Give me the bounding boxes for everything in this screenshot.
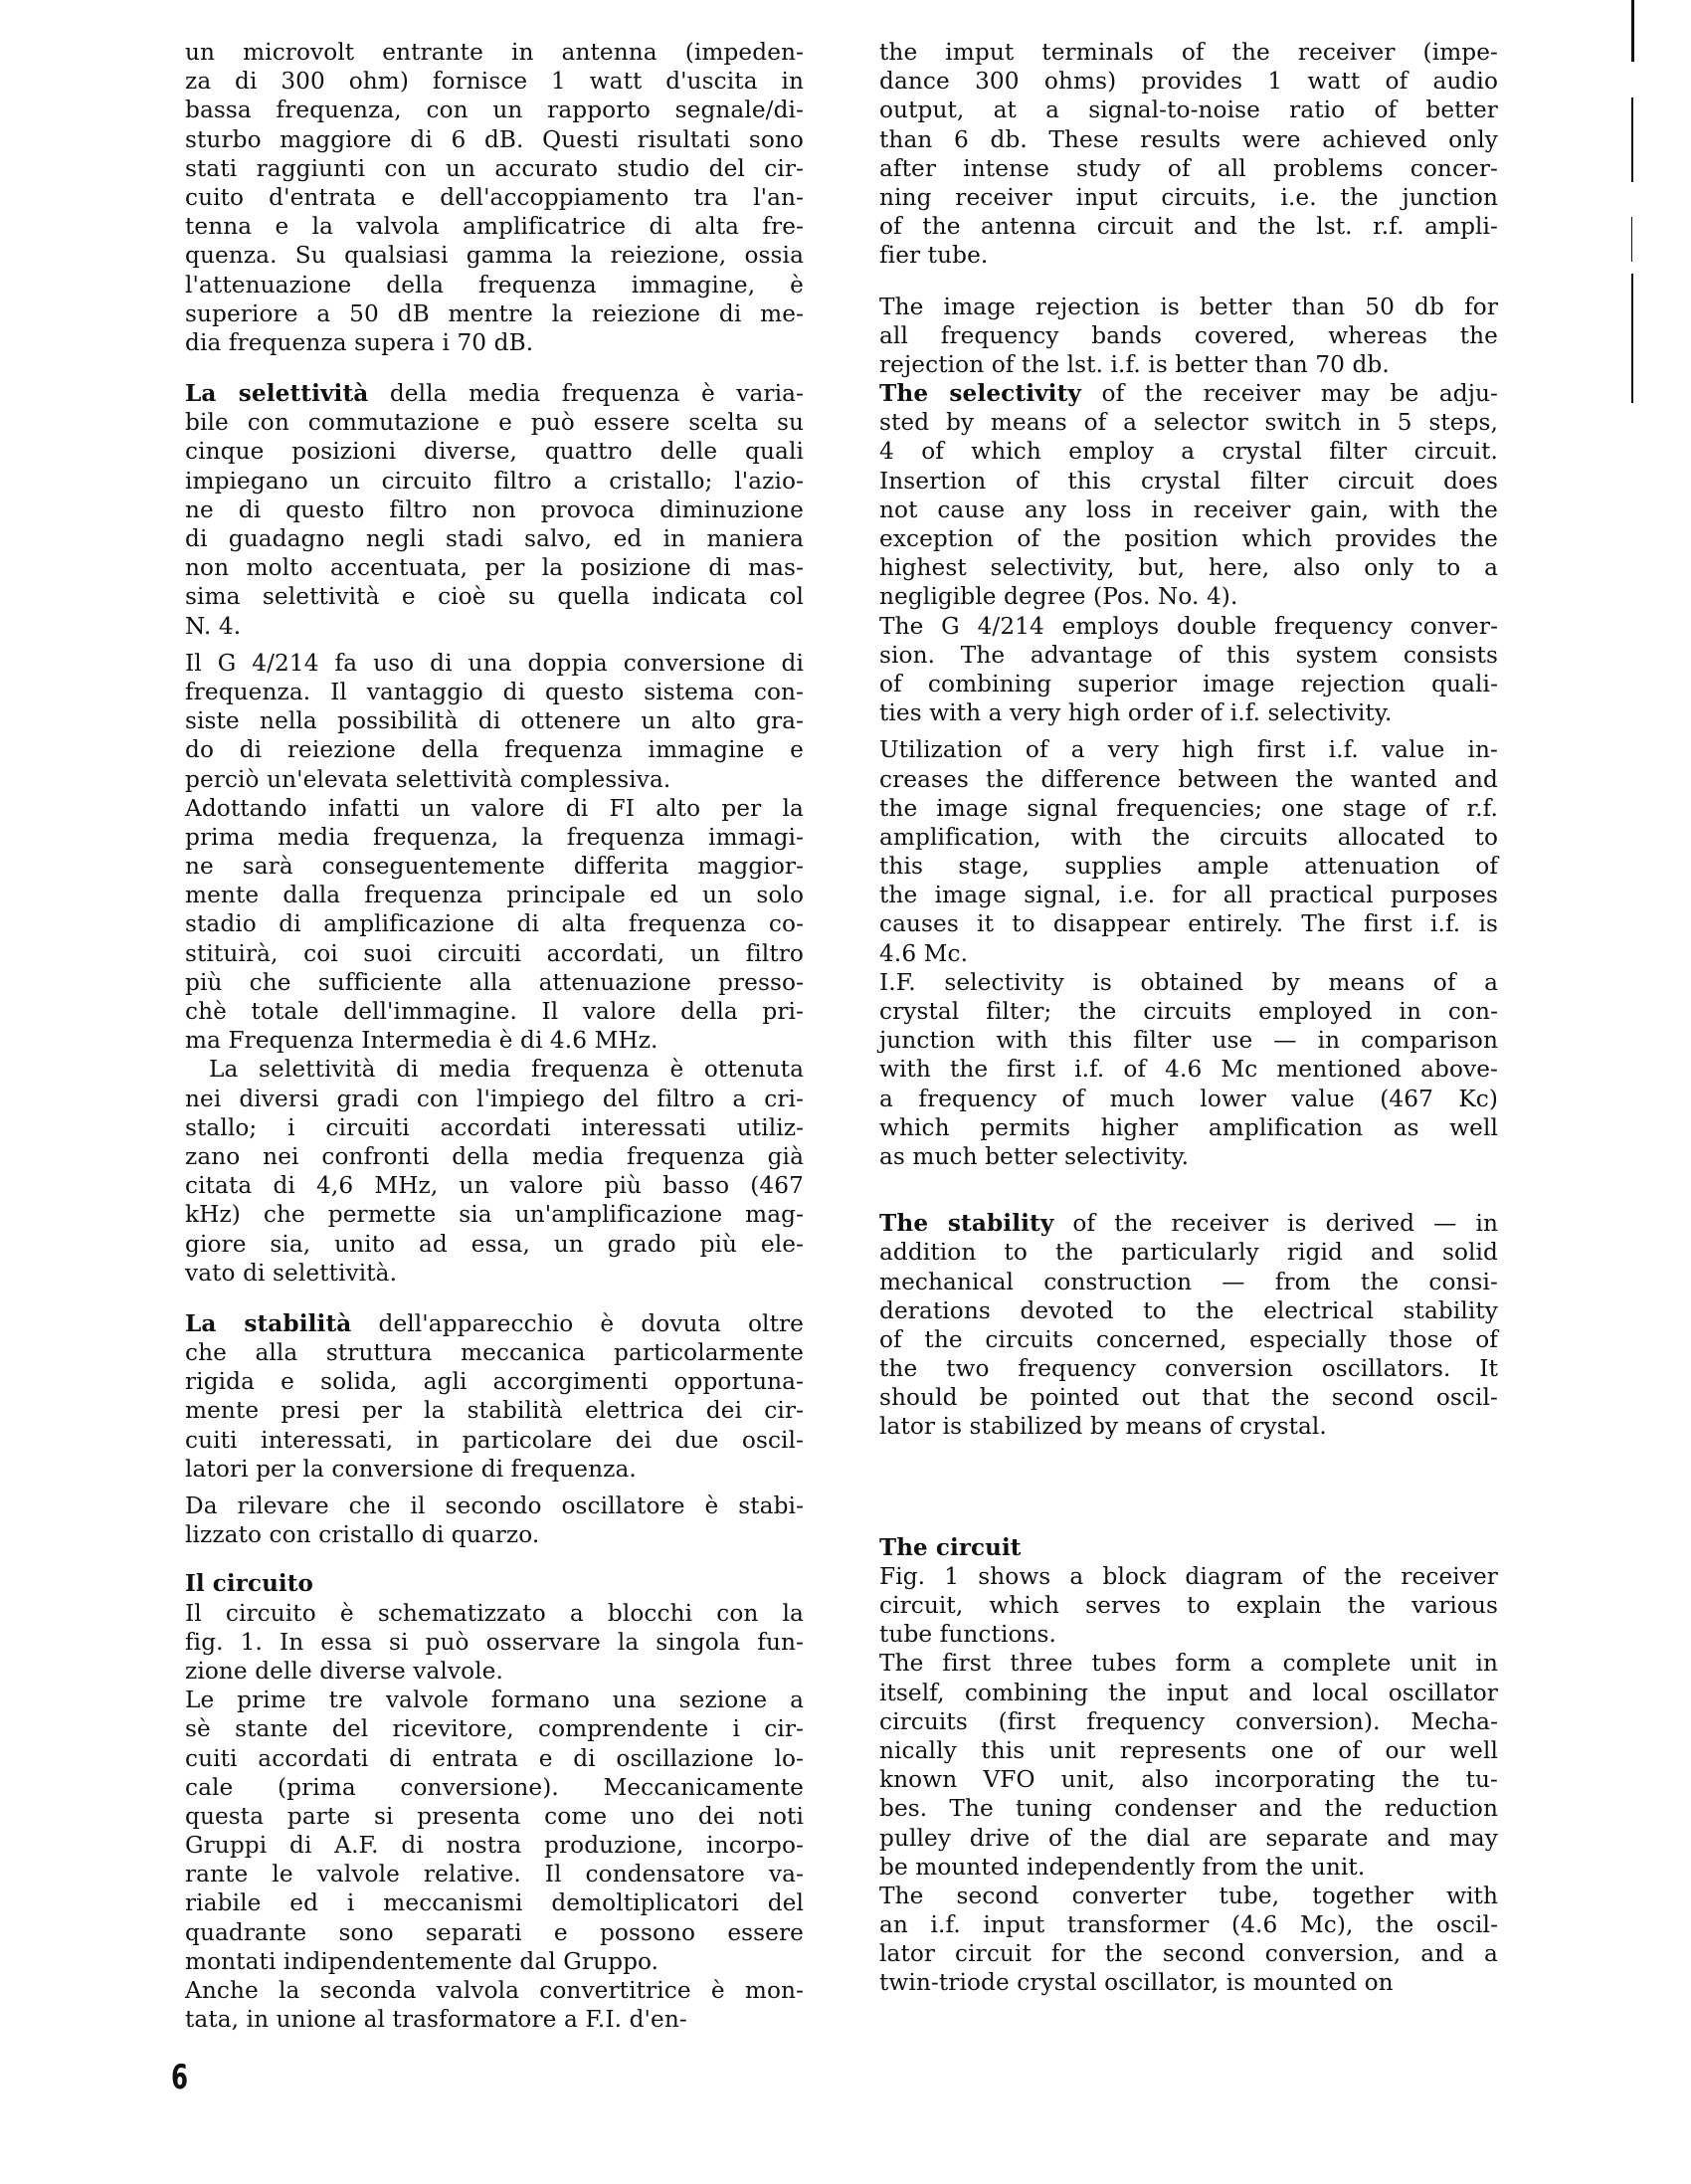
text-line: the image signal frequencies; one stage of r.f. — [879, 794, 1498, 822]
text-line: exception of the position which provides the — [879, 525, 1498, 552]
line-text: dell'apparecchio è dovuta oltre — [351, 1309, 804, 1337]
text-line: derations devoted to the electrical stability — [879, 1296, 1498, 1324]
text-line: nei diversi gradi con l'impiego del filtro a cri- — [185, 1085, 804, 1112]
text-line: zione delle diverse valvole. — [185, 1657, 503, 1685]
text-line: Le prime tre valvole formano una sezione a — [185, 1687, 804, 1714]
text-line: lator circuit for the second conversion, and a — [879, 1940, 1498, 1968]
heading-text: The circuit — [879, 1533, 1022, 1561]
text-line: ne di questo filtro non provoca diminuzione — [185, 496, 804, 523]
text-line: after intense study of all problems concer- — [879, 154, 1498, 182]
text-line: riabile ed i meccanismi demoltiplicatori del — [185, 1889, 804, 1917]
text-line: superiore a 50 dB mentre la reiezione di me- — [185, 299, 804, 327]
text-line: of combining superior image rejection quali- — [879, 670, 1498, 697]
text-line: mente presi per la stabilità elettrica dei cir- — [185, 1397, 804, 1425]
text-line: this stage, supplies ample attenuation of — [879, 853, 1498, 881]
text-line: cuiti interessati, in particolare dei due oscil- — [185, 1426, 804, 1454]
text-line: stallo; i circuiti accordati interessati utiliz- — [185, 1113, 804, 1141]
text-line: che alla struttura meccanica particolarmente — [185, 1339, 804, 1367]
text-line: Da rilevare che il secondo oscillatore è stabi- — [185, 1492, 804, 1519]
text-line: quenza. Su qualsiasi gamma la reiezione, ossia — [185, 242, 804, 270]
text-line: citata di 4,6 MHz, un valore più basso (467 — [185, 1172, 804, 1200]
text-line: dia frequenza supera i 70 dB. — [185, 328, 534, 356]
text-line: negligible degree (Pos. No. 4). — [879, 583, 1238, 611]
heading-text: Il circuito — [185, 1570, 313, 1598]
page-number: 6 — [171, 2058, 189, 2097]
margin-scan-mark — [1631, 0, 1634, 62]
text-line: junction with this filter use — in comparison — [879, 1027, 1498, 1055]
text-line: cale (prima conversione). Meccanicamente — [185, 1773, 804, 1801]
text-line: l'attenuazione della frequenza immagine, è — [185, 271, 804, 298]
text-line: za di 300 ohm) fornisce 1 watt d'uscita in — [185, 68, 804, 96]
text-line: frequenza. Il vantaggio di questo sistema con- — [185, 678, 804, 705]
text-line: vato di selettività. — [185, 1259, 398, 1287]
paragraph — [879, 1209, 1498, 1442]
text-line: non molto accentuata, per la posizione di mas- — [185, 554, 804, 582]
text-line: which permits higher amplification as well — [879, 1113, 1498, 1141]
text-line: sted by means of a selector switch in 5 steps, — [879, 409, 1498, 437]
text-line: fier tube. — [879, 242, 989, 270]
text-line: ma Frequenza Intermedia è di 4.6 MHz. — [185, 1027, 658, 1055]
text-line: sima selettività e cioè su quella indicata col — [185, 583, 804, 611]
paragraph — [185, 38, 804, 357]
paragraph — [185, 794, 804, 1056]
text-line: un microvolt entrante in antenna (impeden- — [185, 39, 804, 66]
text-line: bassa frequenza, con un rapporto segnale/di- — [185, 97, 804, 124]
text-line: the imput terminals of the receiver (impe- — [879, 39, 1498, 66]
text-line: bes. The tuning condenser and the reduction — [879, 1795, 1498, 1823]
text-line: montati indipendentemente dal Gruppo. — [185, 1947, 659, 1975]
text-line: Il G 4/214 fa uso di una doppia conversione di — [185, 649, 804, 677]
line-text: of the receiver may be adju- — [1080, 380, 1498, 408]
text-line: bile con commutazione e può essere scelta su — [185, 409, 804, 437]
text-line: The G 4/214 employs double frequency conver- — [879, 612, 1498, 640]
text-line: Utilization of a very high first i.f. value in- — [879, 736, 1498, 764]
text-line: sion. The advantage of this system consists — [879, 641, 1498, 669]
paragraph — [185, 379, 804, 641]
paragraph — [879, 735, 1498, 968]
text-line: circuits (first frequency conversion). Mecha- — [879, 1707, 1498, 1735]
text-line: kHz) che permette sia un'amplificazione mag- — [185, 1201, 804, 1229]
text-line: all frequency bands covered, whereas the — [879, 321, 1498, 349]
text-line: circuit, which serves to explain the various — [879, 1592, 1498, 1619]
text-line: rigida e solida, agli accorgimenti opportuna- — [185, 1368, 804, 1396]
text-line: cuiti accordati di entrata e di oscillazione lo- — [185, 1744, 804, 1772]
line-text: della media frequenza è varia- — [368, 380, 804, 408]
text-line: rante le valvole relative. Il condensatore va- — [185, 1861, 804, 1888]
text-line: nically this unit represents one of our well — [879, 1736, 1498, 1764]
paragraph — [185, 1309, 804, 1484]
text-line: Insertion of this crystal filter circuit does — [879, 467, 1498, 495]
text-line: di guadagno negli stadi salvo, ed in maniera — [185, 525, 804, 552]
text-line: chè totale dell'immagine. Il valore della pri- — [185, 998, 804, 1025]
text-line: Adottando infatti un valore di FI alto per la — [185, 794, 804, 822]
paragraph — [879, 1562, 1498, 1650]
text-line: of the circuits concerned, especially those of — [879, 1325, 1498, 1353]
text-line — [185, 379, 804, 408]
text-line: rejection of the lst. i.f. is better than 70 db. — [879, 350, 1390, 378]
text-line: crystal filter; the circuits employed in con- — [879, 998, 1498, 1025]
text-line: of the antenna circuit and the lst. r.f. ampli- — [879, 213, 1498, 241]
text-line: The first three tubes form a complete unit in — [879, 1650, 1498, 1678]
paragraph — [185, 1491, 804, 1549]
text-line: a frequency of much lower value (467 Kc) — [879, 1085, 1498, 1112]
text-line: do di reiezione della frequenza immagine e — [185, 736, 804, 764]
text-line: 4.6 Mc. — [879, 939, 969, 967]
margin-scan-mark — [1631, 217, 1632, 262]
text-line: Fig. 1 shows a block diagram of the receiver — [879, 1562, 1498, 1590]
text-line: The second converter tube, together with — [879, 1882, 1498, 1909]
text-line: zano nei confronti della media frequenza già — [185, 1142, 804, 1170]
paragraph — [185, 649, 804, 794]
margin-scan-mark — [1631, 274, 1633, 403]
lead-bold-term: The stability — [879, 1210, 1054, 1238]
text-line: as much better selectivity. — [879, 1142, 1190, 1170]
text-line — [879, 1209, 1498, 1238]
paragraph — [879, 968, 1498, 1171]
text-line: sè stante del ricevitore, comprendente i cir- — [185, 1715, 804, 1743]
text-line: itself, combining the input and local oscillator — [879, 1679, 1498, 1706]
text-line: I.F. selectivity is obtained by means of a — [879, 968, 1498, 996]
text-line: perciò un'elevata selettività complessiva. — [185, 765, 671, 793]
paragraph — [879, 293, 1498, 380]
text-line: highest selectivity, but, here, also only to a — [879, 554, 1498, 582]
text-line: impiegano un circuito filtro a cristallo; l'azio- — [185, 467, 804, 495]
paragraph — [185, 1055, 804, 1288]
text-line: Anche la seconda valvola convertitrice è mon- — [185, 1977, 804, 2004]
text-line: the two frequency conversion oscillators. It — [879, 1355, 1498, 1383]
text-line: tenna e la valvola amplificatrice di alta fre- — [185, 213, 804, 241]
text-line: ties with a very high order of i.f. selectivity. — [879, 699, 1393, 727]
text-line: cuito d'entrata e dell'accoppiamento tra l'an- — [185, 183, 804, 211]
margin-scan-mark — [1631, 98, 1633, 182]
text-line: fig. 1. In essa si può osservare la singola fun- — [185, 1628, 804, 1656]
text-line: the image signal, i.e. for all practical purposes — [879, 882, 1498, 909]
text-line: with the first i.f. of 4.6 Mc mentioned above- — [879, 1056, 1498, 1084]
text-line: cinque posizioni diverse, quattro delle quali — [185, 438, 804, 466]
text-line: should be pointed out that the second oscil- — [879, 1384, 1498, 1412]
text-line: stati raggiunti con un accurato studio del cir- — [185, 154, 804, 182]
lead-bold-term: The selectivity — [879, 380, 1081, 408]
text-line: tube functions. — [879, 1621, 1057, 1649]
text-line: mechanical construction — from the consi- — [879, 1268, 1498, 1295]
text-line: twin-triode crystal oscillator, is mounted on — [879, 1969, 1394, 1997]
text-line: causes it to disappear entirely. The first i.f. is — [879, 910, 1498, 938]
text-line: prima media frequenza, la frequenza immagi- — [185, 823, 804, 851]
lead-bold-term: La selettività — [185, 380, 369, 408]
text-line: output, at a signal-to-noise ratio of better — [879, 97, 1498, 124]
paragraph — [185, 1976, 804, 2034]
paragraph — [879, 38, 1498, 271]
text-line: known VFO unit, also incorporating the tu- — [879, 1766, 1498, 1794]
text-line: stituirà, coi suoi circuiti accordati, un filtro — [185, 939, 804, 967]
lead-bold-term: La stabilità — [185, 1309, 352, 1337]
text-line: ne sarà conseguentemente differita maggior- — [185, 853, 804, 881]
text-line: creases the difference between the wanted and — [879, 765, 1498, 793]
text-line: 4 of which employ a crystal filter circuit. — [879, 438, 1498, 466]
text-line: La selettività di media frequenza è ottenuta — [209, 1056, 804, 1084]
text-line: sturbo maggiore di 6 dB. Questi risultati sono — [185, 125, 804, 153]
italian-column — [185, 38, 804, 2034]
paragraph — [879, 612, 1498, 728]
paragraph — [185, 1686, 804, 1976]
text-line: siste nella possibilità di ottenere un alto gra- — [185, 707, 804, 735]
text-line: pulley drive of the dial are separate and may — [879, 1824, 1498, 1852]
paragraph — [879, 1882, 1498, 1998]
text-line: latori per la conversione di frequenza. — [185, 1455, 637, 1483]
text-line: N. 4. — [185, 612, 242, 640]
text-line: lizzato con cristallo di quarzo. — [185, 1521, 540, 1549]
line-text: of the receiver is derived — in — [1053, 1210, 1498, 1238]
paragraph — [879, 1649, 1498, 1882]
text-line: giore sia, unito ad essa, un grado più ele- — [185, 1230, 804, 1258]
text-line: amplification, with the circuits allocated to — [879, 823, 1498, 851]
text-line: an i.f. input transformer (4.6 Mc), the oscil- — [879, 1911, 1498, 1939]
section-heading — [879, 1533, 1498, 1562]
text-line: be mounted independently from the unit. — [879, 1853, 1366, 1881]
text-line: lator is stabilized by means of crystal. — [879, 1413, 1327, 1441]
text-line — [185, 1309, 804, 1338]
text-line: than 6 db. These results were achieved only — [879, 125, 1498, 153]
text-line: not cause any loss in receiver gain, with the — [879, 496, 1498, 523]
text-line: addition to the particularly rigid and solid — [879, 1239, 1498, 1267]
section-heading — [185, 1569, 804, 1598]
text-line: Il circuito è schematizzato a blocchi con la — [185, 1599, 804, 1627]
english-column — [879, 38, 1498, 1998]
paragraph — [185, 1599, 804, 1687]
text-line: tata, in unione al trasformatore a F.I. d'en- — [185, 2006, 687, 2034]
text-line: ning receiver input circuits, i.e. the junction — [879, 183, 1498, 211]
text-line — [879, 379, 1498, 408]
text-line: dance 300 ohms) provides 1 watt of audio — [879, 68, 1498, 96]
text-line: questa parte si presenta come uno dei noti — [185, 1802, 804, 1830]
text-line: Gruppi di A.F. di nostra produzione, incorpo- — [185, 1832, 804, 1860]
text-line: più che sufficiente alla attenuazione presso- — [185, 968, 804, 996]
text-line: quadrante sono separati e possono essere — [185, 1918, 804, 1946]
text-line: The image rejection is better than 50 db for — [879, 293, 1498, 320]
text-line: stadio di amplificazione di alta frequenza co- — [185, 910, 804, 938]
text-line: mente dalla frequenza principale ed un solo — [185, 882, 804, 909]
paragraph — [879, 379, 1498, 612]
